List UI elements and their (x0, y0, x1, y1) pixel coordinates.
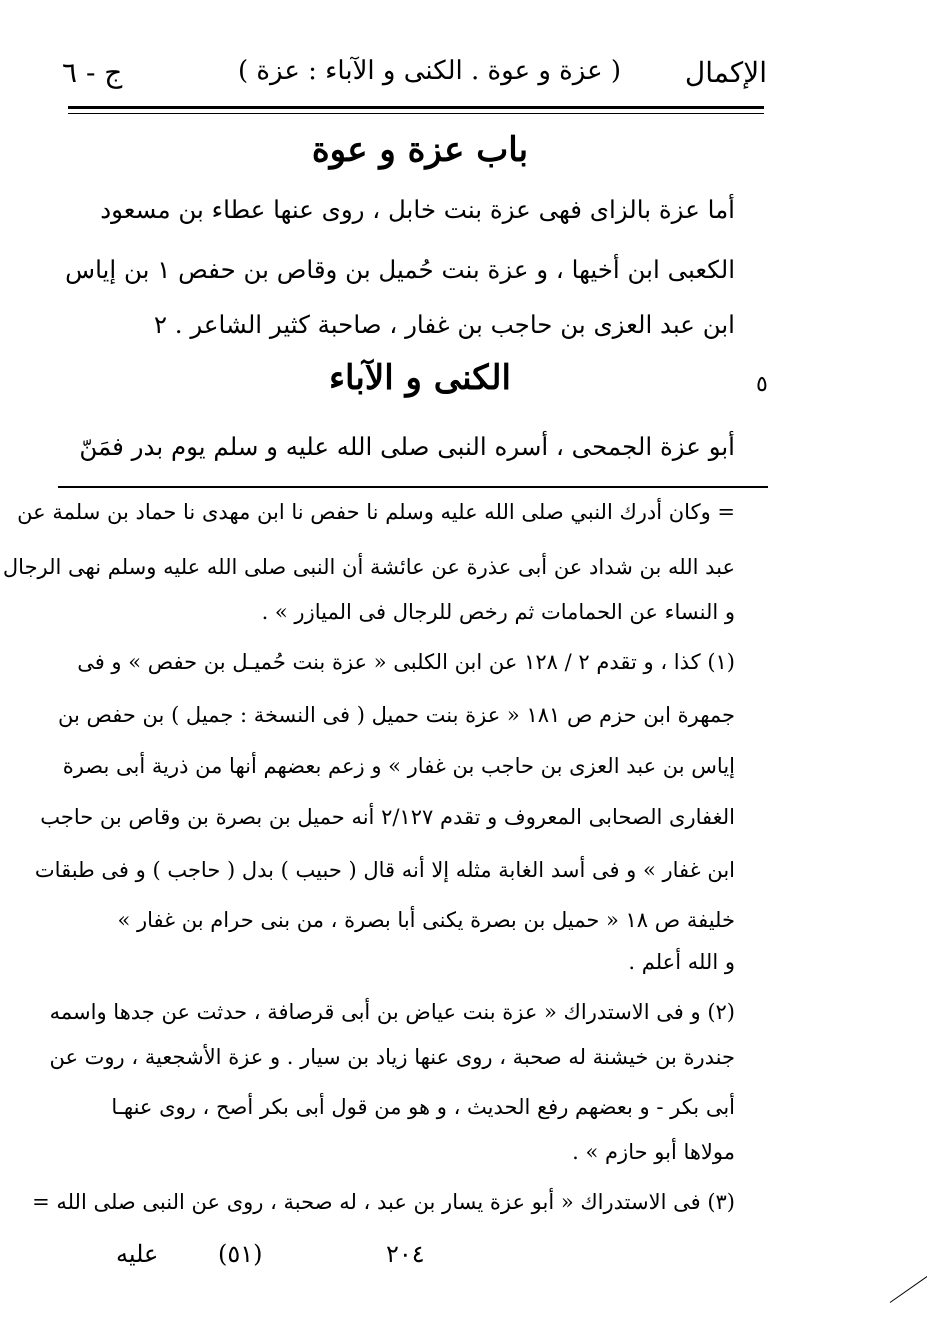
footnote-line: خليفة ص ١٨ « حميل بن بصرة يكنى أبا بصرة ، من بنى حرام بن غفار » (117, 908, 735, 932)
footnote-line: (١) كذا ، و تقدم ٢ / ١٢٨ عن ابن الكلبى « عزة بنت حُميـل بن حفص » و فى (77, 650, 735, 674)
catchword: عليه (116, 1240, 159, 1268)
body-line: الكعبى ابن أخيها ، و عزة بنت حُميل بن وقاص بن حفص ١ بن إياس (65, 255, 735, 284)
header-rule-thick (68, 106, 764, 109)
running-header-section: ( عزة و عوة . الكنى و الآباء : عزة ) (238, 56, 622, 86)
body-line: أبو عزة الجمحى ، أسره النبى صلى الله عليه و سلم يوم بدر فمَنّ (79, 432, 735, 461)
margin-line-number: ٥ (756, 372, 768, 397)
running-header-volume: ج - ٦ (62, 56, 123, 89)
footnote-separator (58, 486, 768, 488)
footnote-line: و النساء عن الحمامات ثم رخص للرجال فى الميازر » . (261, 600, 735, 624)
section-heading: باب عزة و عوة (311, 130, 529, 170)
scan-artifact-line (890, 1273, 927, 1302)
running-header-title: الإكمال (684, 56, 767, 89)
footnote-line: عبد الله بن شداد عن أبى عذرة عن عائشة أن النبى صلى الله عليه وسلم نهى الرجال (2, 555, 735, 579)
page-number: ٢٠٤ (386, 1240, 425, 1268)
footnote-line: جندرة بن خيشنة له صحبة ، روى عنها زياد بن سيار . و عزة الأشجعية ، روت عن (49, 1045, 735, 1069)
footnote-line: إياس بن عبد العزى بن حاجب بن غفار » و زعم بعضهم أنها من ذرية أبى بصرة (62, 754, 735, 778)
body-line: أما عزة بالزاى فهى عزة بنت خابل ، روى عنها عطاء بن مسعود (100, 195, 735, 224)
footnote-line: (٣) فى الاستدراك « أبو عزة يسار بن عبد ، له صحبة ، روى عن النبى صلى الله = (32, 1190, 735, 1214)
footnote-line: جمهرة ابن حزم ص ١٨١ « عزة بنت حميل ( فى النسخة : جميل ) بن حفص بن (58, 703, 735, 727)
footnote-line: و الله أعلم . (628, 950, 735, 974)
header-rule-thin (68, 113, 764, 114)
footnote-line: ابن غفار » و فى أسد الغابة مثله إلا أنه قال ( حبيب ) بدل ( حاجب ) و فى طبقات (34, 858, 735, 882)
footnote-line: (٢) و فى الاستدراك « عزة بنت عياض بن أبى قرصافة ، حدثت عن جدها واسمه (49, 1000, 735, 1024)
section-heading: الكنى و الآباء (329, 358, 511, 398)
footnote-line: أبى بكر - و بعضهم رفع الحديث ، و هو من قول أبى بكر أصح ، روى عنهـا (111, 1095, 735, 1119)
signature-mark: (٥١) (218, 1240, 263, 1268)
footnote-line: = وكان أدرك النبي صلى الله عليه وسلم نا حفص نا ابن مهدى نا حماد بن سلمة عن (17, 500, 735, 524)
footnote-line: الغفارى الصحابى المعروف و تقدم ٢/١٢٧ أنه حميل بن بصرة بن وقاص بن حاجب (40, 805, 735, 829)
body-line: ابن عبد العزى بن حاجب بن غفار ، صاحبة كثير الشاعر . ٢ (153, 310, 735, 339)
footnote-line: مولاها أبو حازم » . (572, 1140, 735, 1164)
